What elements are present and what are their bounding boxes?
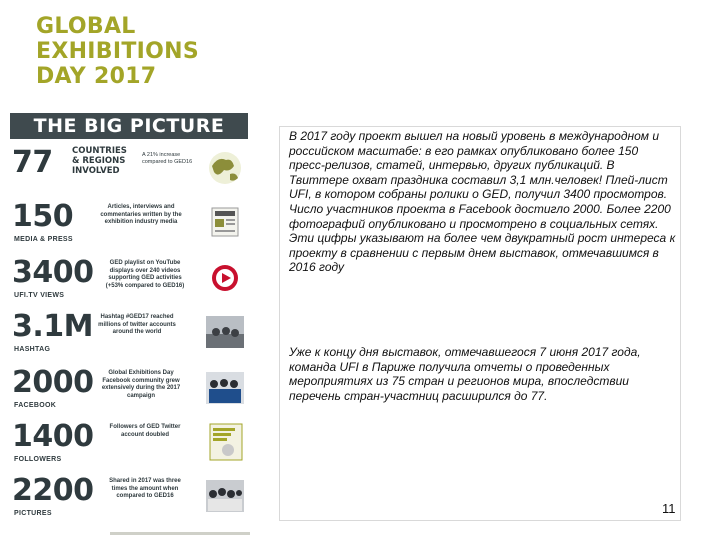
world-map-icon <box>204 148 246 188</box>
stat-followers <box>10 420 248 476</box>
stat-number: 1400 <box>12 419 94 454</box>
title-line-1: GLOBAL <box>36 14 136 39</box>
stat-number: 2000 <box>12 365 94 400</box>
infographic-title <box>36 14 251 89</box>
big-picture-label: THE BIG PICTURE <box>33 115 225 137</box>
stat-facebook <box>10 366 248 422</box>
event-photo-icon <box>204 312 246 352</box>
paragraph-2: Уже к концу дня выставок, отмечавшегося 7 июня 2017 года, команда UFI в Париже получила отчеты о проведенных мероприятиях из 75 стран и регионов мира, впоследствии перечень стран-участниц расширился до 77. <box>289 345 641 403</box>
stat-number: 150 <box>12 199 74 234</box>
page-number: 11 <box>662 501 676 516</box>
countries-label: COUNTRIES & REGIONS INVOLVED <box>72 146 127 176</box>
stat-label: PICTURES <box>14 510 52 517</box>
stat-number: 3400 <box>12 255 94 290</box>
stat-description: Shared in 2017 was three times the amount when compared to GED16 <box>109 478 181 499</box>
stat-countries <box>10 146 248 202</box>
stat-description: Articles, interviews and commentaries written by the exhibition industry media <box>100 204 182 225</box>
stat-number: 3.1M <box>12 309 93 344</box>
stat-label: FOLLOWERS <box>14 456 62 463</box>
big-picture-banner <box>10 113 248 139</box>
paragraph-1: В 2017 году проект вышел на новый уровень в международном и российском масштабе: в его рамках опубликовано более 150 пресс-релизов, статей, интервью, других публикаций. В Твиттере охват праздника составил 3,1 млн.человек! Плей-лист UFI, в котором собраны ролики о GED, получил 3400 просмотров. Число участников проекта в Facebook достигло 2000. Более 2200 фотографий опубликовано и просмотрено в социальных сетях. Эти цифры указывают на более чем двукратный рост интереса к проекту в сравнении с первым днем выставок, отмечавшимся в 2016 году <box>289 129 676 275</box>
stat-number: 2200 <box>12 473 94 508</box>
crowd-photo-icon <box>204 476 246 516</box>
stat-label: MEDIA & PRESS <box>14 236 73 243</box>
stat-ufi-tv <box>10 256 248 312</box>
title-line-3: DAY 2017 <box>36 64 157 89</box>
group-photo-icon <box>204 368 246 408</box>
text-box <box>279 126 681 521</box>
stat-description: A 21% increase compared to GED16 <box>142 152 193 165</box>
stat-label: HASHTAG <box>14 346 51 353</box>
stat-description: Global Exhibitions Day Facebook community grew extensively during the 2017 campaign <box>101 370 181 399</box>
stat-number: 77 <box>12 145 53 180</box>
stat-hashtag <box>10 310 248 366</box>
infographic <box>0 0 258 540</box>
stat-pictures <box>10 474 248 530</box>
stat-label: FACEBOOK <box>14 402 57 409</box>
stat-label: UFI.TV VIEWS <box>14 292 65 299</box>
stat-description: Hashtag #GED17 reached millions of twitter accounts around the world <box>98 314 176 335</box>
newspaper-icon <box>204 202 246 242</box>
stat-description: GED playlist on YouTube displays over 240 videos supporting GED activities (+53% compared to GED16) <box>105 260 185 289</box>
stat-media <box>10 200 248 256</box>
stat-description: Followers of GED Twitter account doubled <box>109 424 181 438</box>
title-line-2: EXHIBITIONS <box>36 39 199 64</box>
exhibition-day-poster-icon <box>204 422 246 462</box>
footer-divider <box>110 532 250 535</box>
ufi-tv-icon <box>204 258 246 298</box>
